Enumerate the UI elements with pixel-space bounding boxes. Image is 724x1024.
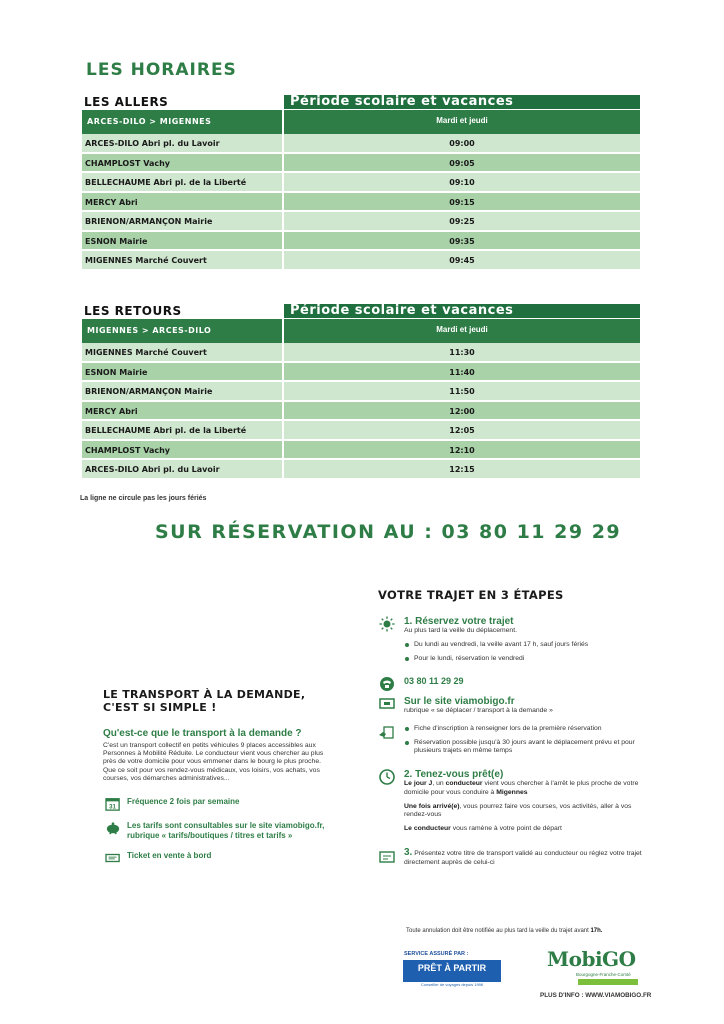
holiday-note: La ligne ne circule pas les jours fériés <box>80 495 207 502</box>
step-2-text: vient vous chercher à l'arrêt le plus proche de votre domicile pour vous conduire à <box>404 780 639 796</box>
stop-name: MIGENNES Marché Couvert <box>82 343 284 363</box>
stop-name: MERCY Abri <box>82 193 284 213</box>
piggy-bank-icon <box>103 821 123 835</box>
timetable-allers <box>82 95 640 271</box>
stop-time: 09:05 <box>284 154 640 174</box>
feature-text: Ticket en vente à bord <box>127 851 212 861</box>
feature-tarifs <box>103 821 335 841</box>
table-row <box>82 421 640 441</box>
computer-icon <box>378 696 396 712</box>
step-2-para-3 <box>404 825 648 833</box>
stop-time: 09:45 <box>284 251 640 271</box>
stop-name: BELLECHAUME Abri pl. de la Liberté <box>82 421 284 441</box>
stop-time: 12:05 <box>284 421 640 441</box>
stop-name: BRIENON/ARMANÇON Mairie <box>82 382 284 402</box>
stop-name: CHAMPLOST Vachy <box>82 154 284 174</box>
step-2-bold: Le conducteur <box>404 825 451 833</box>
ticket-card-icon <box>378 849 396 865</box>
route-header: ARCES-DILO > MIGENNES <box>82 110 284 134</box>
step-3-number: 3. <box>404 847 413 859</box>
feature-text: Fréquence 2 fois par semaine <box>127 797 240 807</box>
website-bullet: Réservation possible jusqu'à 30 jours avant le déplacement prévu et pour plusieurs trajets en même temps <box>404 739 648 755</box>
reservation-phone: SUR RÉSERVATION AU : 03 80 11 29 29 <box>155 521 622 543</box>
section-title-retours: LES RETOURS <box>84 304 182 318</box>
description-paragraph: C'est un transport collectif en petits véhicules 9 places accessibles aux Personnes à Mobilité Réduite. Le conducteur vient vous chercher au plus près de votre domicile pour vous emmener dans le bourg le plus proche. Que ce soit pour vos rendez-vous médicaux, vos loisirs, vos achats, vos courses, vos démarches administratives... <box>103 742 324 782</box>
website-bullet: Fiche d'inscription à renseigner lors de la première réservation <box>404 725 648 733</box>
feature-text: Les tarifs sont consultables sur le site viamobigo.fr, rubrique « tarifs/boutiques / titres et tarifs » <box>127 821 325 841</box>
pret-a-partir-tagline: Conseiller de voyages depuis 1996 <box>420 982 484 987</box>
step-1-title: 1. Réservez votre trajet <box>404 616 514 627</box>
stop-time: 09:10 <box>284 173 640 193</box>
website-line <box>378 696 648 715</box>
period-header: Période scolaire et vacances <box>284 304 640 318</box>
table-row <box>82 382 640 402</box>
step-2-title: 2. Tenez-vous prêt(e) <box>404 769 504 781</box>
stop-name: BELLECHAUME Abri pl. de la Liberté <box>82 173 284 193</box>
svg-text:31: 31 <box>109 803 116 811</box>
step-2-bold: Une fois arrivé(e) <box>404 802 460 810</box>
table-row <box>82 212 640 232</box>
section-title-allers: LES ALLERS <box>84 95 169 109</box>
stop-name: ARCES-DILO Abri pl. du Lavoir <box>82 134 284 154</box>
cancellation-note <box>406 928 602 934</box>
table-row <box>82 154 640 174</box>
question-heading: Qu'est-ce que le transport à la demande ? <box>103 728 302 739</box>
website-subtitle: rubrique « se déplacer / transport à la demande » <box>404 706 553 714</box>
step-3 <box>378 849 648 866</box>
stop-name: ARCES-DILO Abri pl. du Lavoir <box>82 460 284 480</box>
phone-line <box>378 676 648 686</box>
timetable-retours <box>82 304 640 480</box>
stop-time: 09:25 <box>284 212 640 232</box>
stop-name: ESNON Mairie <box>82 232 284 252</box>
step-2 <box>378 769 648 833</box>
table-row <box>82 460 640 480</box>
website-title: Sur le site viamobigo.fr <box>404 695 515 707</box>
info-right-column <box>378 588 648 867</box>
step-2-para-2 <box>404 803 648 819</box>
cancellation-deadline: 17h. <box>590 928 603 934</box>
feature-frequency <box>103 797 335 811</box>
cancellation-text: Toute annulation doit être notifiée au plus tard la veille du trajet avant <box>406 928 591 934</box>
route-header: MIGENNES > ARCES-DILO <box>82 319 284 343</box>
stop-time: 12:00 <box>284 402 640 422</box>
more-info-link[interactable]: PLUS D'INFO : WWW.VIAMOBIGO.FR <box>540 992 652 999</box>
page-title: LES HORAIRES <box>86 60 237 80</box>
table-row <box>82 232 640 252</box>
mobigo-logo: MobiGO <box>547 947 636 971</box>
stop-name: CHAMPLOST Vachy <box>82 441 284 461</box>
phone-icon <box>378 676 396 692</box>
stop-time: 09:00 <box>284 134 640 154</box>
feature-ticket <box>103 851 335 865</box>
sun-icon <box>378 616 396 632</box>
website-details <box>378 725 648 756</box>
phone-number: 03 80 11 29 29 <box>404 675 464 686</box>
info-left-column <box>103 688 335 865</box>
clock-icon <box>378 769 396 785</box>
table-row <box>82 134 640 154</box>
step-3-text <box>404 849 648 866</box>
table-row <box>82 343 640 363</box>
table-row <box>82 251 640 271</box>
form-hand-icon <box>378 725 396 741</box>
calendar-icon <box>103 797 123 811</box>
pret-a-partir-logo: PRÊT À PARTIR <box>403 960 501 982</box>
stop-time: 11:50 <box>284 382 640 402</box>
step-1-bullet: Pour le lundi, réservation le vendredi <box>404 655 648 663</box>
mobigo-region: Bourgogne-Franche-Comté <box>576 972 631 977</box>
table-row <box>82 193 640 213</box>
table-row <box>82 363 640 383</box>
stop-time: 12:10 <box>284 441 640 461</box>
service-label: SERVICE ASSURÉ PAR : <box>404 951 469 957</box>
ticket-icon <box>103 851 123 865</box>
days-header: Mardi et jeudi <box>436 116 488 125</box>
stop-time: 09:15 <box>284 193 640 213</box>
step-1-subtitle: Au plus tard la veille du déplacement. <box>404 627 517 634</box>
stop-time: 12:15 <box>284 460 640 480</box>
step-2-bold: Migennes <box>496 788 528 796</box>
step-2-bold: conducteur <box>445 780 483 788</box>
table-row <box>82 402 640 422</box>
mobigo-bar <box>578 979 638 985</box>
stop-time: 11:40 <box>284 363 640 383</box>
stop-name: ESNON Mairie <box>82 363 284 383</box>
step-2-text: , un <box>432 780 446 788</box>
period-header: Période scolaire et vacances <box>284 95 640 109</box>
left-title-line2: C'EST SI SIMPLE ! <box>103 701 217 714</box>
stop-time: 11:30 <box>284 343 640 363</box>
stop-name: MERCY Abri <box>82 402 284 422</box>
stop-time: 09:35 <box>284 232 640 252</box>
table-row <box>82 441 640 461</box>
step-3-desc: Présentez votre titre de transport validé au conducteur ou réglez votre trajet directement auprès de celui-ci <box>404 850 642 866</box>
days-header: Mardi et jeudi <box>436 325 488 334</box>
step-2-para-1 <box>404 780 648 796</box>
table-row <box>82 173 640 193</box>
step-2-bold: Le jour J <box>404 780 433 788</box>
steps-title: VOTRE TRAJET EN 3 ÉTAPES <box>378 588 564 602</box>
step-2-text: vous ramène à votre point de départ <box>450 825 562 833</box>
step-1 <box>378 616 648 664</box>
step-2-text: , vous pourrez faire vos courses, vos activités, aller à vos rendez-vous <box>404 802 632 819</box>
stop-name: BRIENON/ARMANÇON Mairie <box>82 212 284 232</box>
stop-name: MIGENNES Marché Couvert <box>82 251 284 271</box>
step-1-bullet: Du lundi au vendredi, la veille avant 17 h, sauf jours fériés <box>404 641 648 649</box>
left-title-line1: LE TRANSPORT À LA DEMANDE, <box>103 688 306 701</box>
